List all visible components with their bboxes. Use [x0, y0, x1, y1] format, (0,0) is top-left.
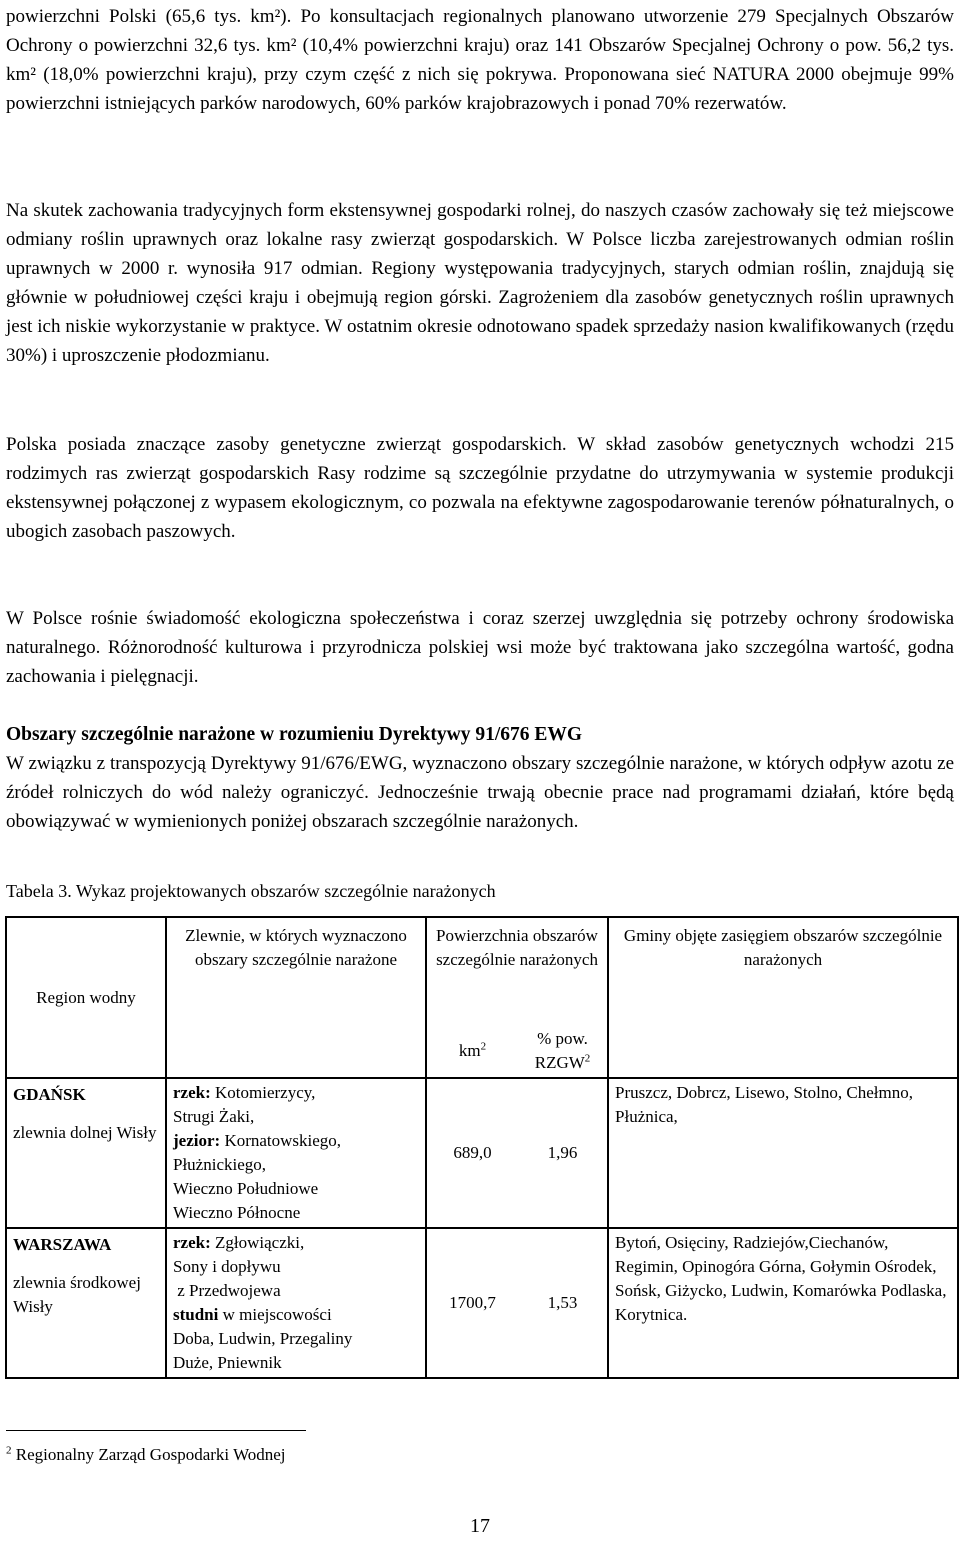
region-description: zlewnia środkowej Wisły: [13, 1273, 141, 1316]
footnote: [6, 1440, 286, 1469]
header-area: Powierzchnia obszarów szczególnie narażonych: [426, 917, 608, 1025]
cell-region: [6, 1228, 166, 1378]
paragraph-directive: W związku z transpozycją Dyrektywy 91/676/EWG, wyznaczono obszary szczególnie narażone, w których odpływ azotu ze źródeł rolniczych do wód należy ograniczyć. Jednocześnie trwają obecnie prace nad programami działań, które będą obowiązywać w wymienionych poniżej obszarach szczególnie narażonych.: [6, 753, 954, 832]
table-row: [6, 1078, 958, 1228]
cell-area-percent: 1,53: [518, 1228, 608, 1378]
footnote-text: Regionalny Zarząd Gospodarki Wodnej: [11, 1445, 286, 1464]
cell-communes: Bytoń, Osięciny, Radziejów,Ciechanów, Regimin, Opinogóra Górna, Gołymin Ośrodek, Sońsk, Giżycko, Ludwin, Komarówka Podlaska, Korytnica.: [608, 1228, 958, 1378]
paragraph-ecological-awareness: W Polsce rośnie świadomość ekologiczna społeczeństwa i coraz szerzej uwzględnia się potrzeby ochrony środowiska naturalnego. Różnorodność kulturowa i przyrodnicza polskiej wsi może być traktowana jako szczególna wartość, godna zachowania i pielęgnacji.: [6, 608, 954, 687]
header-communes: Gminy objęte zasięgiem obszarów szczególnie narażonych: [608, 917, 958, 1078]
footnote-divider: [6, 1430, 306, 1431]
cell-communes: Pruszcz, Dobrcz, Lisewo, Stolno, Chełmno, Płużnica,: [608, 1078, 958, 1228]
region-name: GDAŃSK: [13, 1085, 86, 1104]
footnote-marker: 2: [6, 1444, 12, 1457]
header-region: Region wodny: [6, 917, 166, 1078]
cell-area-km2: 689,0: [426, 1078, 518, 1228]
vulnerable-zones-table: [5, 916, 959, 1379]
cell-catchments: rzek: Kotomierzycy, Strugi Żaki, jezior: Kornatowskiego, Płużnickiego, Wieczno Południowe Wieczno Północne: [166, 1078, 426, 1228]
cell-area-percent: 1,96: [518, 1078, 608, 1228]
region-name: WARSZAWA: [13, 1235, 112, 1254]
table-header-row: [6, 917, 958, 1025]
cell-catchments: rzek: Zgłowiączki, Sony i dopływu z Przedwojewa studni w miejscowości Doba, Ludwin, Przegaliny Duże, Pniewnik: [166, 1228, 426, 1378]
header-area-km2: $km^2$: [426, 1025, 518, 1078]
cell-region: [6, 1078, 166, 1228]
paragraph-animal-resources: Polska posiada znaczące zasoby genetyczne zwierząt gospodarskich. W skład zasobów genetycznych wchodzi 215 rodzimych ras zwierząt gospodarskich Rasy rodzime są szczególnie przydatne do utrzymywania w systemie produkcji ekstensywnej połączonej z wypasem ekologicznym, co pozwala na efektywne zagospodarowanie terenów półnaturalnych, o ubogich zasobach paszowych.: [6, 434, 954, 542]
section-heading: Obszary szczególnie narażone w rozumieniu Dyrektywy 91/676 EWG: [6, 724, 583, 745]
header-catchments: Zlewnie, w których wyznaczono obszary szczególnie narażone: [166, 917, 426, 1078]
table-caption: Tabela 3. Wykaz projektowanych obszarów szczególnie narażonych: [6, 881, 496, 901]
paragraph-plant-varieties: Na skutek zachowania tradycyjnych form ekstensywnej gospodarki rolnej, do naszych czasów zachowały się też miejscowe odmiany roślin uprawnych oraz lokalne rasy zwierząt gospodarskich. W Polsce liczba zarejestrowanych odmian roślin uprawnych w 2000 r. wynosiła 917 odmian. Regiony występowania tradycyjnych, starych odmian roślin, znajdują się głównie w południowej części kraju i obejmują region górski. Zagrożeniem dla zasobów genetycznych roślin uprawnych jest ich niskie wykorzystanie w praktyce. W ostatnim okresie odnotowano spadek sprzedaży nasion kwalifikowanych (rzędu 30%) i uproszczenie płodozmianu.: [6, 200, 954, 366]
table-row: [6, 1228, 958, 1378]
cell-area-km2: 1700,7: [426, 1228, 518, 1378]
paragraph-natura-2000: powierzchni Polski (65,6 tys. km²). Po konsultacjach regionalnych planowano utworzenie 279 Specjalnych Obszarów Ochrony o powierzchni 32,6 tys. km² (10,4% powierzchni kraju) oraz 141 Obszarów Specjalnej Ochrony o pow. 56,2 tys. km² (18,0% powierzchni kraju), przy czym część z nich się pokrywa. Proponowana sieć NATURA 2000 obejmuje 99% powierzchni istniejących parków narodowych, 60% parków krajobrazowych i ponad 70% rezerwatów.: [6, 6, 954, 114]
header-area-percent: % pow. RZGW$^2$: [518, 1025, 608, 1078]
page-number: 17: [470, 1515, 490, 1537]
region-description: zlewnia dolnej Wisły: [13, 1123, 157, 1142]
